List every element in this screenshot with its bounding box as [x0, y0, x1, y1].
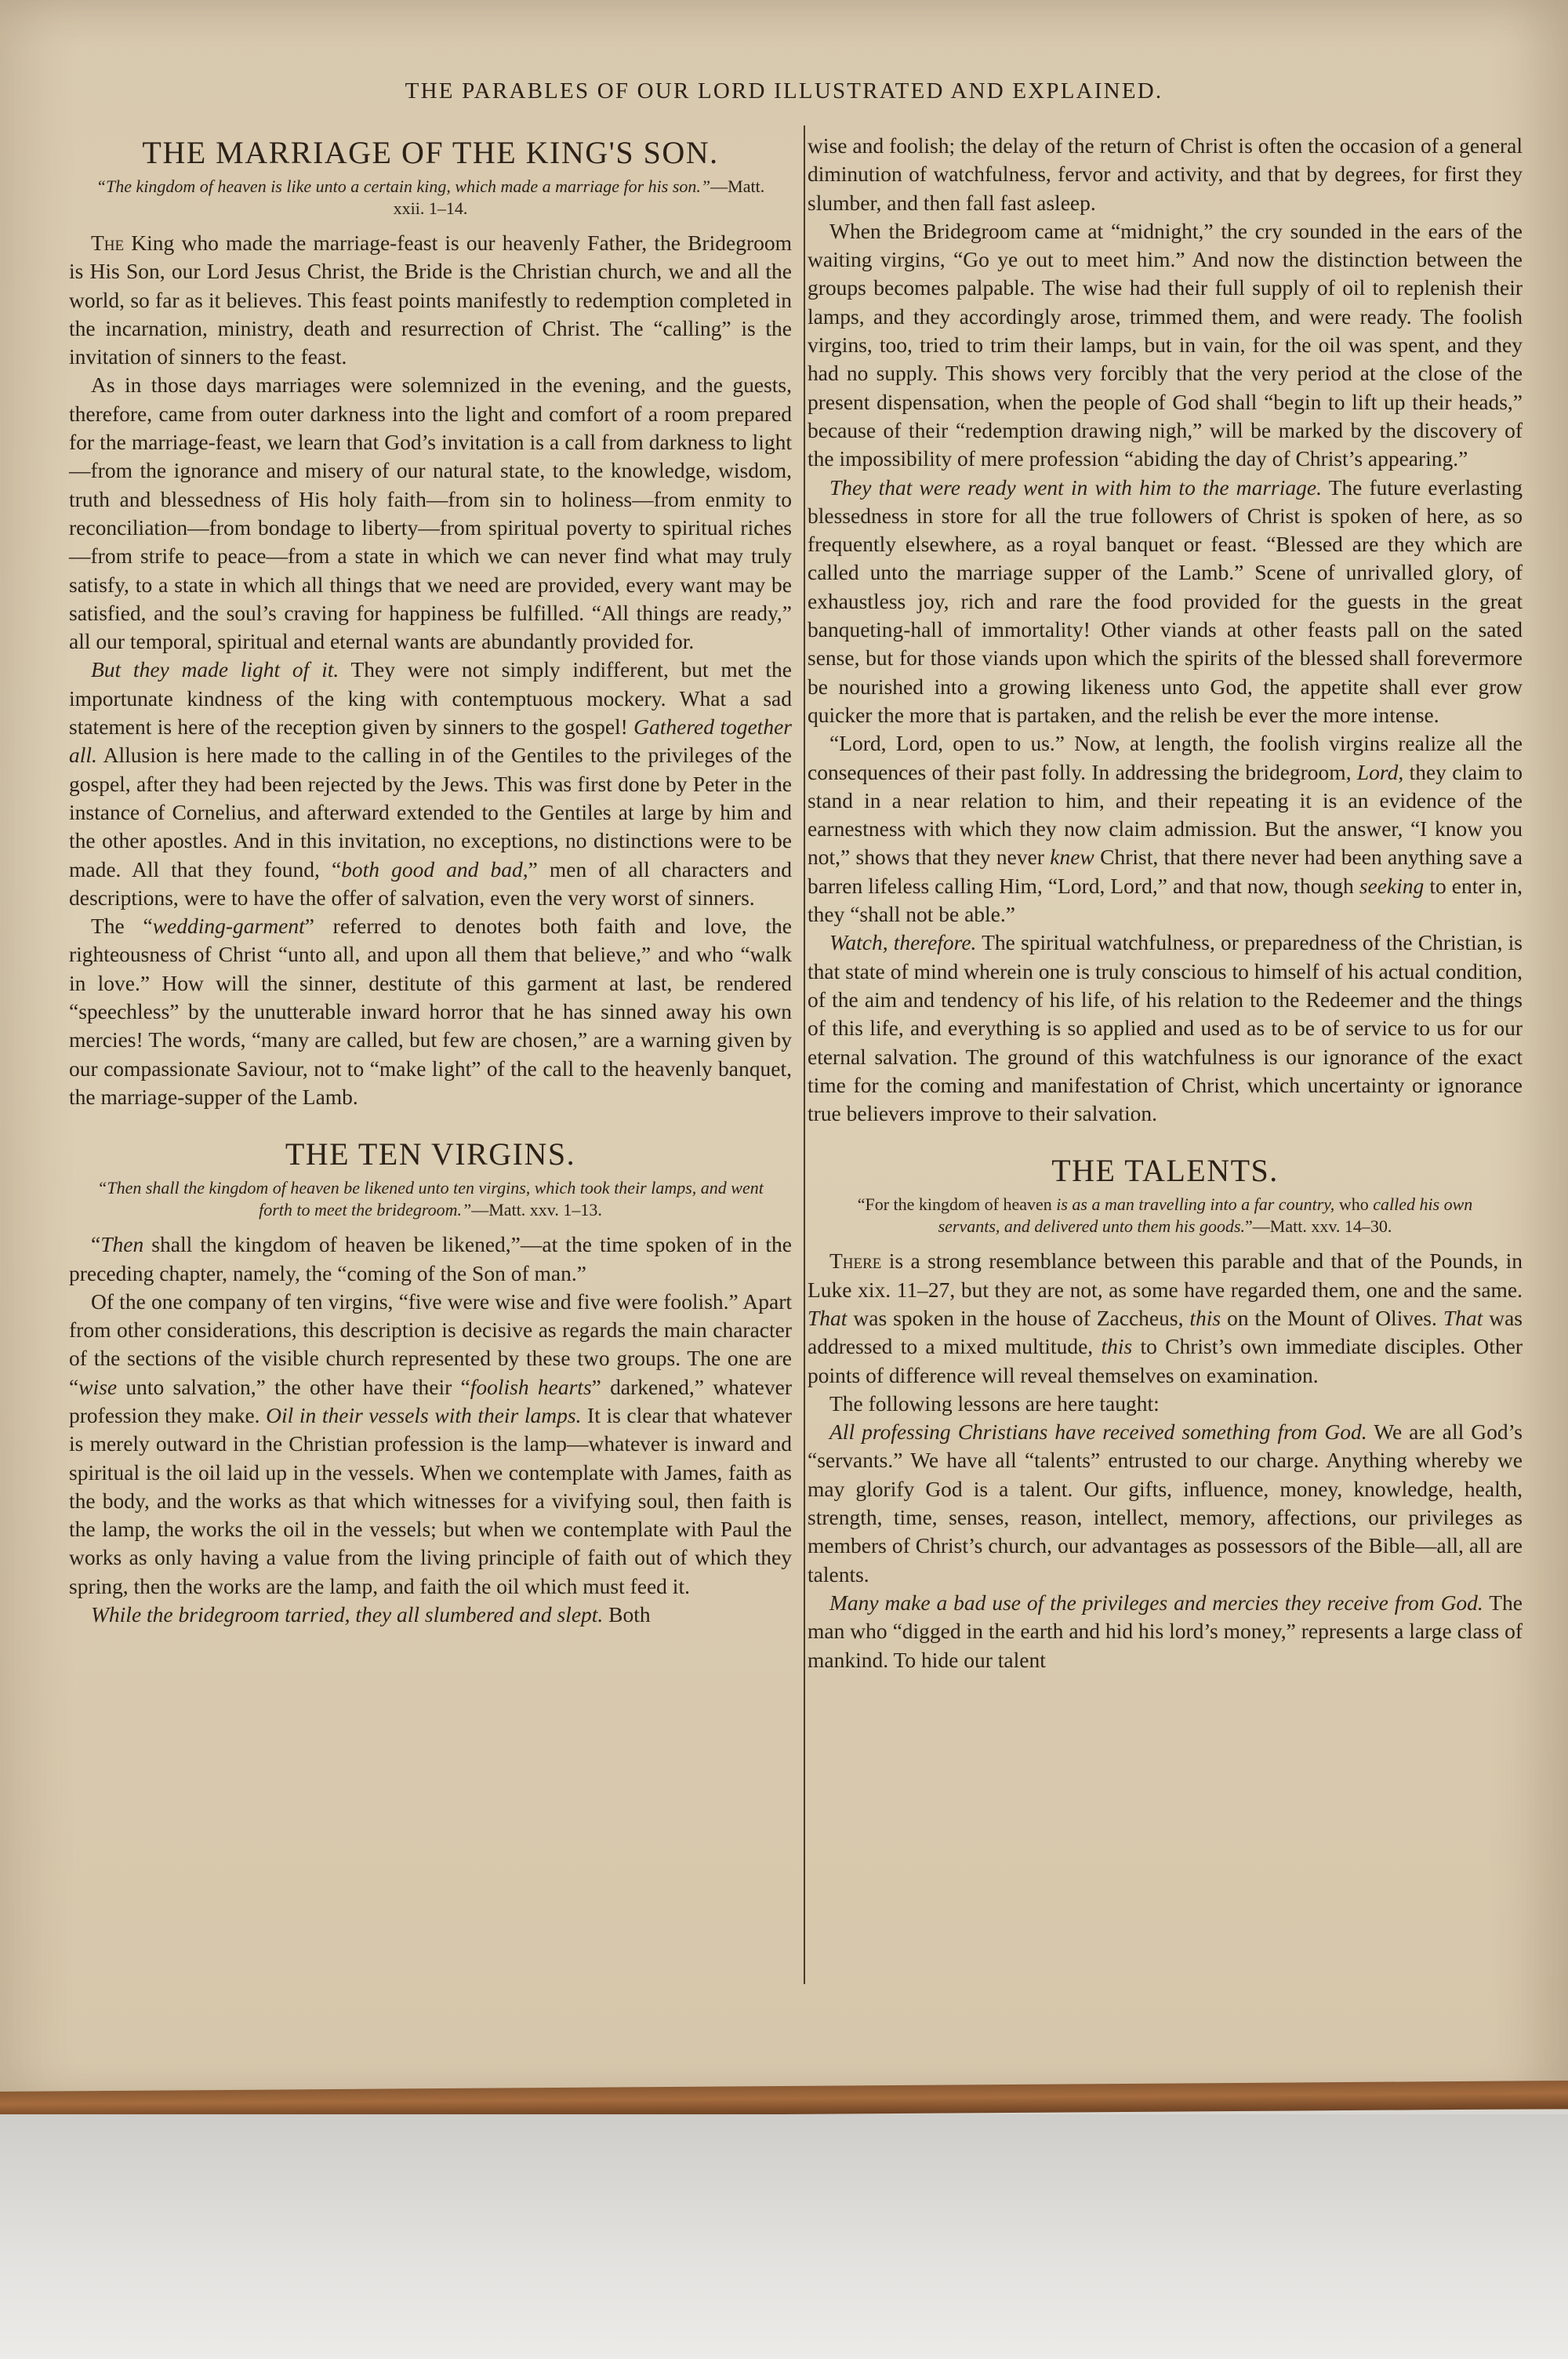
text: The spiritual watchfulness, or preparedness of the Christian, is that state of mind wherein one is truly conscious to himself of his actual condition, of the aim and tendency of his life, of his relation to the Redeemer and the things of this life, and everything is so applied and used as to be of service to us for our eternal salvation. The ground of this watchfulness is our ignorance of the exact time for the coming and manifestation of Christ, which uncertainty or ignorance true believers improve to their salvation. — [808, 930, 1523, 1126]
epigraph-virgins — [69, 1177, 792, 1221]
text: ” referred to denotes both faith and love, the righteousness of Christ “unto all, and upon all them that believe,” and who “walk in love.” How will the sinner, destitute of this garment at last, be rendered “speechless” by the unutterable inward horror that he has sinned away his own mercies! The words, “many are called, but few are chosen,” are a warning given by our compassionate Saviour, not to “make light” of the call to the heavenly banquet, the marriage-supper of the Lamb. — [69, 914, 792, 1109]
lead-word: The — [91, 231, 125, 255]
italic-text: Oil in their vessels with their lamps. — [266, 1402, 582, 1427]
text: “For the kingdom of heaven — [857, 1194, 1057, 1215]
paragraph — [69, 229, 792, 371]
section-title-virgins: THE TEN VIRGINS. — [285, 1136, 576, 1172]
text: The “ — [91, 914, 153, 939]
epigraph-text: “Then shall the kingdom of heaven be likened unto ten virgins, which took their lamps, and went forth to meet the bridegroom.” — [97, 1178, 764, 1220]
paragraph — [69, 656, 792, 912]
italic-text: wise — [78, 1374, 118, 1399]
italic-text: Many make a bad use of the privileges and mercies they receive from God. — [829, 1590, 1483, 1615]
text: They were not simply indifferent, but met the importunate kindness of the king with contemptuous mockery. What a sad statement is here of the reception given by sinners to the gospel! — [69, 657, 793, 740]
paragraph: wise and foolish; the delay of the return of Christ is often the occasion of a general diminution of watchfulness, fervor and activity, and that by degrees, for first they slumber, and then fall fast asleep. — [808, 133, 1523, 215]
lead-word: There — [829, 1249, 882, 1274]
italic-text: Watch, therefore. — [829, 930, 977, 955]
text: was spoken in the house of Zaccheus, — [847, 1305, 1190, 1330]
text: “Lord, Lord, open to us.” Now, at length, the foolish virgins realize all the consequences of their past folly. In addressing the bridegroom, — [808, 731, 1523, 784]
section-gap — [808, 1128, 1523, 1151]
left-column — [69, 132, 792, 1629]
epigraph-ref: ”—Matt. xxv. 14–30. — [1245, 1216, 1392, 1237]
text: who — [1334, 1194, 1374, 1215]
text: is a strong resemblance between this parable and that of the Pounds, in Luke xix. 11–27, but they are not, as some have regarded them, one and the same. — [808, 1249, 1523, 1302]
epigraph-marriage — [69, 176, 792, 220]
italic-text: While the bridegroom tarried, they all slumbered and slept. — [91, 1602, 604, 1627]
paragraph — [69, 1288, 792, 1601]
epigraph-talents — [808, 1194, 1523, 1238]
paragraph: As in those days marriages were solemnized in the evening, and the guests, therefore, came from outer darkness into the light and comfort of a room prepared for the marriage-feast, we learn that God’s invitation is a call from darkness to light—from the ignorance and misery of our natural state, to the knowledge, wisdom, truth and blessedness of His holy faith—from sin to holiness—from enmity to reconciliation—from bondage to liberty—from spiritual poverty to spiritual riches—from strife to peace—from a state in which we can never find what may truly satisfy, to a state in which all things that we need are provided, every want may be satisfied, and the soul’s craving for happiness be fulfilled. “All things are ready,” all our temporal, spiritual and eternal wants are abundantly provided for. — [69, 373, 792, 654]
paragraph — [808, 1247, 1523, 1389]
epigraph-ref: —Matt. xxii. 1–14. — [393, 176, 765, 218]
italic-text: seeking — [1359, 873, 1425, 898]
italic-text: They that were ready went in with him to the marriage. — [829, 474, 1322, 500]
italic-text: Gathered together all. — [69, 714, 792, 768]
section-title-marriage: THE MARRIAGE OF THE KING'S SON. — [142, 135, 719, 170]
text: The man who “digged in the earth and hid his lord’s money,” represents a large class of mankind. To hide our talent — [808, 1590, 1523, 1672]
text: to Christ’s own immediate disciples. Other points of difference will reveal themselves on examination. — [808, 1334, 1523, 1387]
paragraph: The following lessons are here taught: — [829, 1390, 1160, 1416]
paragraph — [808, 474, 1523, 730]
italic-text: Then — [100, 1232, 144, 1257]
text: ” darkened,” whatever profession they make. — [69, 1374, 793, 1427]
italic-text: is as a man travelling into a far country, — [1056, 1194, 1335, 1215]
italic-text: this — [1189, 1305, 1221, 1330]
italic-text: But they made light of it. — [91, 657, 339, 682]
text: Both — [603, 1602, 651, 1627]
text: Allusion is here made to the calling in of the Gentiles to the privileges of the gospel, after they had been rejected by the Jews. This was first done by Peter in the instance of Cornelius, and afterward extended to the Gentiles at large by him and the other apostles. And in this invitation, no exceptions, no distinctions were to be made. All that they found, “ — [69, 743, 792, 881]
epigraph-ref: —Matt. xxv. 1–13. — [471, 1200, 602, 1220]
text: was addressed to a mixed multitude, — [808, 1305, 1523, 1359]
text: to enter in, they “shall not be able.” — [808, 873, 1523, 927]
italic-text: Lord, — [1356, 759, 1404, 784]
paragraph — [69, 1230, 792, 1288]
text: King who made the marriage-feast is our heavenly Father, the Bridegroom is His Son, our Lord Jesus Christ, the Bride is the Christian church, we and all the world, so far as it believes. This feast points manifestly to redemption completed in the incarnation, ministry, death and resurrection of Christ. The “calling” is the invitation of sinners to the feast. — [69, 231, 792, 369]
italic-text: both good and bad, — [341, 856, 528, 881]
running-header: THE PARABLES OF OUR LORD ILLUSTRATED AND EXPLAINED. — [405, 78, 1163, 104]
paragraph — [808, 729, 1523, 929]
text: It is clear that whatever is merely outward in the Christian profession is the lamp—whatever is inward and spiritual is the oil laid up in the vessels. When we contemplate with James, faith as the body, and the works as that which witnesses for a vivifying soul, then faith is the lamp, the works the oil in the vessels; but when we contemplate with Paul the works as only having a value from the living principle of faith out of which they spring, then the works are the lamp, and faith the oil which must feed it. — [69, 1402, 793, 1598]
italic-text: foolish hearts — [470, 1374, 592, 1399]
text: shall the kingdom of heaven be likened,”—at the time spoken of in the preceding chapter, namely, the “coming of the Son of man.” — [69, 1232, 792, 1285]
text: Of the one company of ten virgins, “five were wise and five were foolish.” Apart from other considerations, this description is decisive as regards the main character of the sections of the visible church represented by these two groups. The one are “ — [69, 1289, 792, 1399]
text: ” men of all characters and descriptions, were to have the offer of salvation, even the very worst of sinners. — [69, 856, 793, 910]
text: The future everlasting blessedness in store for all the true followers of Christ is spoken of here, as so frequently elsewhere, as a royal banquet or feast. “Blessed are they which are called unto the marriage supper of the Lamb.” Scene of unrivalled glory, of exhaustless joy, rich and rare the food provided for the guests in the great banqueting-hall of immortality! Other viands at other feasts pall on the sated sense, but for those viands upon which the spirits of the blessed shall forevermore be nourished into a growing likeness unto God, the appetite shall ever grow quicker the more that is partaken, and the relish be ever the more intense. — [808, 474, 1523, 727]
italic-text: That — [808, 1305, 848, 1330]
table-surface — [0, 2114, 1568, 2359]
italic-text: knew — [1050, 845, 1094, 870]
section-title-talents: THE TALENTS. — [1051, 1153, 1279, 1189]
text: on the Mount of Olives. — [1221, 1305, 1443, 1330]
paragraph — [808, 1589, 1523, 1674]
paragraph — [808, 1418, 1523, 1589]
right-column — [808, 132, 1523, 1674]
section-gap — [69, 1111, 792, 1135]
text: Christ, that there never had been anything save a barren lifeless calling Him, “Lord, Lord,” and that now, though — [808, 845, 1523, 898]
text: “ — [91, 1232, 101, 1257]
paragraph — [69, 912, 792, 1111]
text: unto salvation,” the other have their “ — [117, 1374, 470, 1399]
text: We are all God’s “servants.” We have all “talents” entrusted to our charge. Anything whereby we may glorify God is a talent. Our gifts, influence, money, knowledge, health, strength, time, senses, reason, intellect, memory, affections, our privileges as members of Christ’s church, our advantages as possessors of the Bible—all, all are talents. — [808, 1419, 1523, 1587]
italic-text: All professing Christians have received something from God. — [829, 1419, 1367, 1445]
paragraph — [69, 1601, 792, 1629]
text: they claim to stand in a near relation to him, and their repeating it is an evidence of the earnestness with which they now claim admission. But the answer, “I know you not,” shows that they never — [808, 759, 1523, 870]
paragraph: When the Bridegroom came at “midnight,” the cry sounded in the ears of the waiting virgins, “Go ye out to meet him.” And now the distinction between the groups becomes palpable. The wise had their full supply of oil to replenish their lamps, and they accordingly arose, trimmed them, and were ready. The foolish virgins, too, tried to trim their lamps, but in vain, for the oil was spent, and they had no supply. This shows very forcibly that the very period at the close of the present dispensation, when the people of God shall “begin to lift up their heads,” because of their “redemption drawing nigh,” will be marked by the discovery of the impossibility of mere profession “abiding the day of Christ’s appearing.” — [808, 218, 1523, 471]
italic-text: That — [1443, 1305, 1483, 1330]
paragraph — [808, 929, 1523, 1128]
italic-text: this — [1101, 1334, 1133, 1359]
italic-text: called his own servants, and delivered unto them his goods. — [938, 1194, 1473, 1237]
italic-text: wedding-garment — [152, 914, 305, 939]
epigraph-text: “The kingdom of heaven is like unto a certain king, which made a marriage for his son.” — [96, 176, 711, 196]
column-divider — [804, 125, 805, 1984]
